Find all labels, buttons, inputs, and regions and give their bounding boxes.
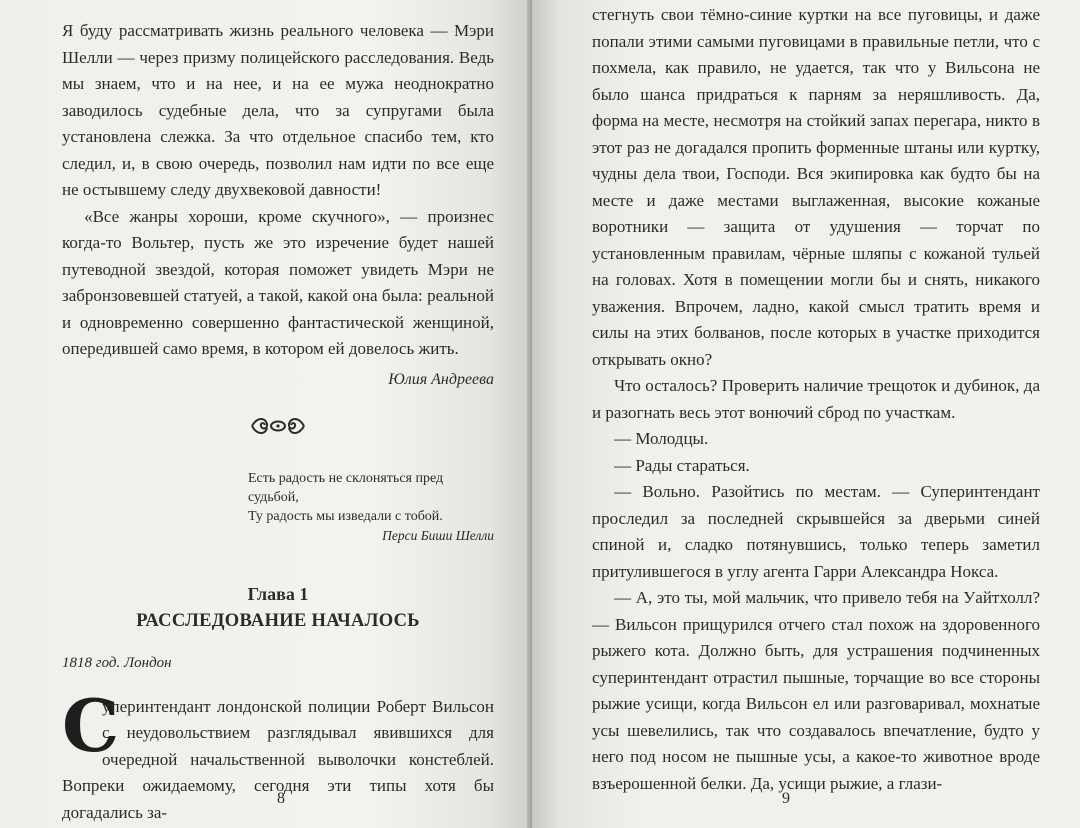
dialogue-line-1: — Молодцы.: [614, 429, 709, 448]
dateline: 1818 год. Лондон: [62, 654, 172, 671]
page-number-right: 9: [782, 790, 790, 807]
page-number-left: 8: [277, 790, 285, 807]
drop-cap: С: [62, 682, 120, 768]
chapter-title: РАССЛЕДОВАНИЕ НАЧАЛОСЬ: [136, 610, 420, 631]
dialogue-line-4: — А, это ты, мой мальчик, что привело тебя на Уайтхолл? — Вильсон прищурился отчего стал похож на здоровенного рыжего кота. Должно быть, для устрашения подчиненных суперинтендант отрастил пышные, торчащие во все стороны рыжие усищи, когда Вильсон ел или разговаривал, мохнатые усы шевелились, так что создавалось впечатление, будто у него под носом не пышные усы, а какое-то животное вроде взъерошенной белки. Да, усищи рыжие, а глази-: [592, 588, 1040, 793]
chapter-number: Глава 1: [247, 583, 309, 604]
epigraph-line-1: Есть радость не склоняться пред судьбой,: [248, 470, 444, 505]
epigraph-author: Перси Биши Шелли: [382, 527, 494, 543]
epigraph: [248, 469, 494, 545]
paragraph-continued: стегнуть свои тёмно-синие куртки на все пуговицы, и даже попали этими самыми пуговицами в правильные петли, что с похмела, как правило, не удается, так что у Вильсона не было шанса придраться к парням за неряшливость. Да, форма на месте, несмотря на стойкий запах перегара, никто в этот раз не догадался пропить форменные штаны или куртку, чудны дела твои, Господи. Вся экипировка как будто бы на месте и даже местами выглаженная, высокие кожаные воротники — защита от удушения — торчат по установленным правилам, чёрные шляпы с кожаной тульей на головах. Хотя в помещении могли бы и снять, никакого уважения. Впрочем, ладно, какой смысл тратить время и силы на этих болванов, после которых в участке приходится открывать окно?: [592, 5, 1040, 369]
ornament-divider: [62, 415, 494, 439]
left-page: [0, 0, 532, 828]
dialogue-line-3: — Вольно. Разойтись по местам. — Суперинтендант проследил за последней скрывшейся за дверьми синей спиной и, сладко потянувшись, только теперь заметил притулившегося в углу агента Гарри Александра Нокса.: [592, 482, 1040, 581]
epigraph-line-2: Ту радость мы изведали с тобой.: [248, 508, 443, 524]
dialogue-line-2: — Рады стараться.: [614, 455, 750, 475]
paragraph-intro-2: «Все жанры хороши, кроме скучного», — произнес когда-то Вольтер, пусть же это изречение будет нашей путеводной звездой, которая поможет увидеть Мэри не забронзовевшей статуей, а такой, какой она была: реальной и одновременно совершенно фантастической женщиной, опередившей само время, в котором ей довелось жить.: [62, 206, 494, 358]
right-page: [532, 0, 1080, 828]
paragraph-intro-1: Я буду рассматривать жизнь реального человека — Мэри Шелли — через призму полицейского расследования. Ведь мы знаем, что и на нее, и на ее мужа неоднократно заводилось судебные дела, что за супругами была установлена слежка. За что отдельное спасибо тем, кто следил, и, в свою очередь, позволил нам идти по все еще не остывшему следу двухвековой давности!: [62, 21, 494, 199]
preface-signature: Юлия Андреева: [388, 370, 494, 388]
chapter-opening-text: уперинтендант лондонской полиции Роберт Вильсон с неудовольствием разглядывал явившихся для очередной начальственной выволочки констеблей. Вопреки ожидаемому, сегодня эти типы хотя бы догадались за-: [62, 696, 494, 822]
ornament-flourish-icon: [249, 415, 307, 437]
paragraph-what-remained: Что осталось? Проверить наличие трещоток и дубинок, да и разогнать весь этот вонючий сброд по участкам.: [592, 376, 1040, 422]
